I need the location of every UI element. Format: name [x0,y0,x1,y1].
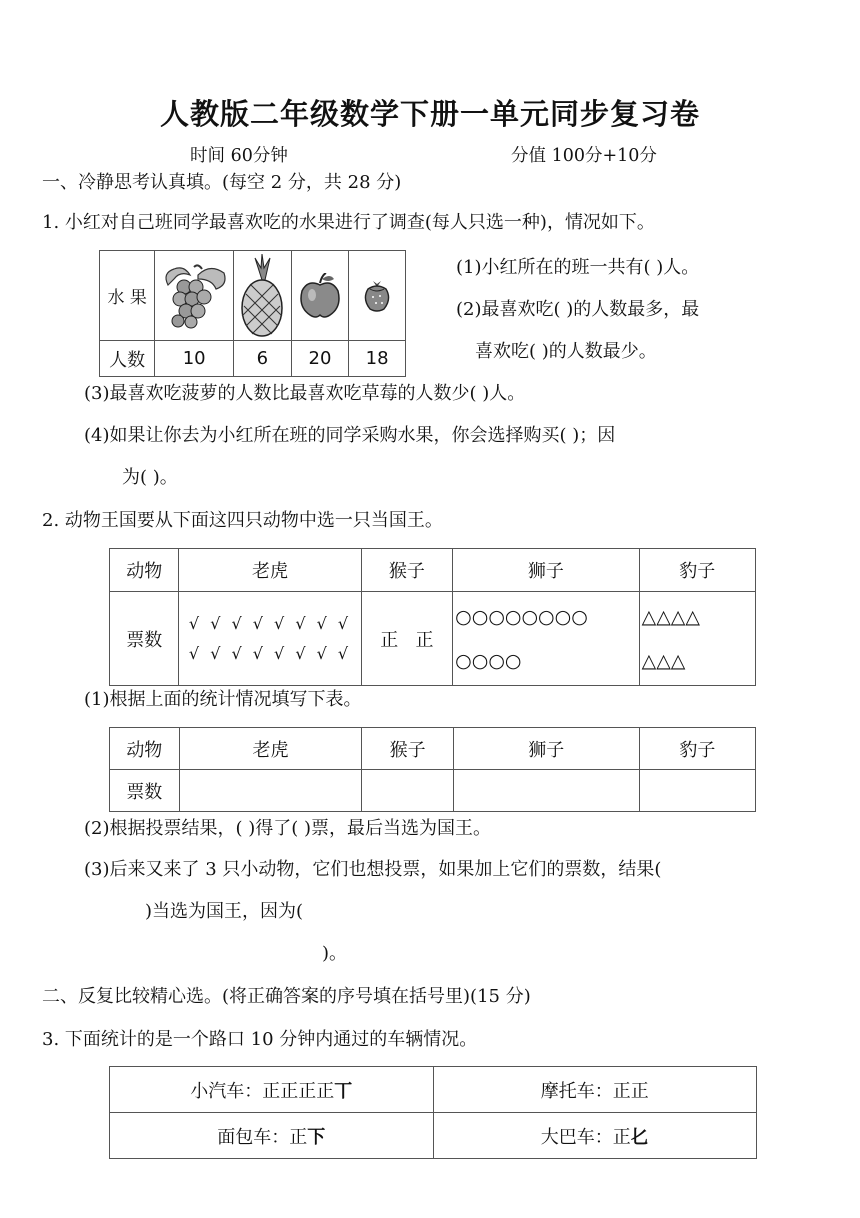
tiger-votes-line1: √ √ √ √ √ √ √ √ [188,613,352,633]
q2-stem: 2. 动物王国要从下面这四只动物中选一只当国王。 [42,510,443,531]
header-leopard: 豹子 [639,549,755,592]
q1-sub1: (1)小红所在的班一共有( )人。 [456,257,700,278]
blank-header-monkey: 猴子 [362,728,453,770]
apple-count: 20 [291,341,348,377]
car-tally [110,1067,434,1113]
grape-count: 10 [155,341,234,377]
tiger-votes-input-cell[interactable] [179,770,362,812]
vehicle-tally-table [109,1066,757,1159]
grape-icon [158,263,230,329]
q1-stem: 1. 小红对自己班同学最喜欢吃的水果进行了调查(每人只选一种)，情况如下。 [42,212,655,233]
blank-header-leopard: 豹子 [639,728,755,770]
q2-sub3c: )。 [322,943,348,964]
strawberry-icon [362,279,392,313]
lion-votes-line1: ○○○○○○○○ [455,605,588,628]
page-title: 人教版二年级数学下册一单元同步复习卷 [159,97,700,131]
pineapple-count: 6 [234,341,292,377]
van-tally-partial: 下 [307,1126,326,1148]
van-tally [110,1113,434,1159]
monkey-votes-input-cell[interactable] [362,770,453,812]
exam-score: 分值 100分+10分 [511,146,657,166]
lion-votes-line2: ○○○○ [455,649,522,672]
leopard-votes-line2: △△△ [641,649,686,672]
section-1-heading: 一、冷静思考认真填。(每空 2 分，共 28 分) [42,172,402,193]
vote-count-blank-table [109,727,756,812]
fruit-cell-grape [155,251,234,341]
bus-tally-text: 大巴车：正 [540,1126,631,1148]
header-monkey: 猴子 [361,549,453,592]
q1-sub4b: 为( )。 [122,467,178,488]
apple-icon [298,273,342,319]
votes-row-label: 票数 [110,592,179,686]
blank-header-tiger: 老虎 [179,728,362,770]
q1-sub2b: 喜欢吃( )的人数最少。 [475,341,657,362]
leopard-votes-input-cell[interactable] [639,770,755,812]
header-animal: 动物 [110,549,179,592]
motorcycle-tally: 摩托车：正正 [433,1067,757,1113]
fruit-cell-pineapple [234,251,292,341]
fruit-row-label: 水 果 [100,251,155,341]
q2-sub3a: (3)后来又来了 3 只小动物，它们也想投票，如果加上它们的票数，结果( [84,859,662,880]
q1-sub2a: (2)最喜欢吃( )的人数最多，最 [456,299,700,320]
blank-header-animal: 动物 [110,728,180,770]
car-tally-partial: 丅 [334,1080,353,1102]
vote-tally-table [109,548,756,686]
fruit-cell-strawberry [349,251,406,341]
q3-stem: 3. 下面统计的是一个路口 10 分钟内通过的车辆情况。 [42,1029,478,1050]
lion-votes [453,592,639,686]
bus-tally [433,1113,757,1159]
van-tally-text: 面包车：正 [217,1126,308,1148]
car-tally-text: 小汽车：正正正正 [190,1080,335,1102]
tiger-votes [179,592,361,686]
pineapple-icon [237,254,287,338]
blank-header-lion: 狮子 [453,728,639,770]
header-lion: 狮子 [453,549,639,592]
bus-tally-partial: 𠤎 [630,1126,649,1148]
header-tiger: 老虎 [179,549,361,592]
blank-votes-row-label: 票数 [110,770,180,812]
monkey-votes: 正 正 [361,592,453,686]
leopard-votes-line1: △△△△ [641,605,701,628]
tiger-votes-line2: √ √ √ √ √ √ √ √ [188,643,352,663]
lion-votes-input-cell[interactable] [453,770,639,812]
strawberry-count: 18 [349,341,406,377]
section-2-heading: 二、反复比较精心选。(将正确答案的序号填在括号里)(15 分) [42,986,531,1007]
fruit-cell-apple [291,251,348,341]
count-row-label: 人数 [100,341,155,377]
exam-time: 时间 60分钟 [190,146,288,166]
q1-sub3: (3)最喜欢吃菠萝的人数比最喜欢吃草莓的人数少( )人。 [84,383,526,404]
q2-sub1: (1)根据上面的统计情况填写下表。 [84,689,362,710]
q1-sub4a: (4)如果让你去为小红所在班的同学采购水果，你会选择购买( )；因 [84,425,616,446]
q2-sub3b: )当选为国王，因为( [145,901,304,922]
fruit-survey-table [99,250,406,377]
q2-sub2: (2)根据投票结果，( )得了( )票，最后当选为国王。 [84,818,492,839]
leopard-votes [639,592,755,686]
